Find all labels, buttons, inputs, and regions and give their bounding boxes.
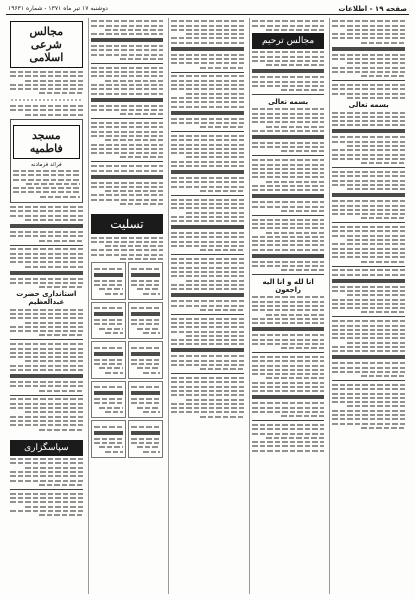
columns — [8, 18, 407, 594]
date-line: دوشنبه ۱۷ تیر ماه ۱۳۷۱ - شماره ۱۹۶۳۱ — [8, 5, 108, 12]
notice-heading-2: بسمه تعالی — [268, 98, 309, 107]
notice-heading-3: انا لله و انا الیه راجعون — [262, 278, 314, 295]
condolence-grid — [91, 262, 164, 457]
page-header — [6, 3, 409, 15]
column-right — [329, 18, 407, 594]
section-banner-obituaries: مجالس ترحیم — [252, 33, 325, 49]
notice-heading: بسمه تعالی — [348, 101, 389, 110]
column-center — [168, 18, 246, 594]
column-left — [8, 18, 85, 594]
page-label: صفحه ۱۹ - اطلاعات — [338, 4, 407, 13]
governorate-heading: استانداری حضرت عبدالعظیم — [16, 290, 77, 307]
section-banner-thanks: سپاسگزاری — [10, 440, 83, 456]
section-banner-condolence: تسلیت — [91, 214, 164, 234]
religious-assembly-title: مجالس شرعی اسلامی — [10, 21, 83, 68]
mosque-title: مسجد فاطمیه — [13, 125, 80, 159]
mosque-notice — [10, 119, 83, 203]
mosque-subtitle: فرائد فرمادنه — [31, 161, 62, 168]
column-center-right — [249, 18, 327, 594]
column-center-left — [88, 18, 166, 594]
